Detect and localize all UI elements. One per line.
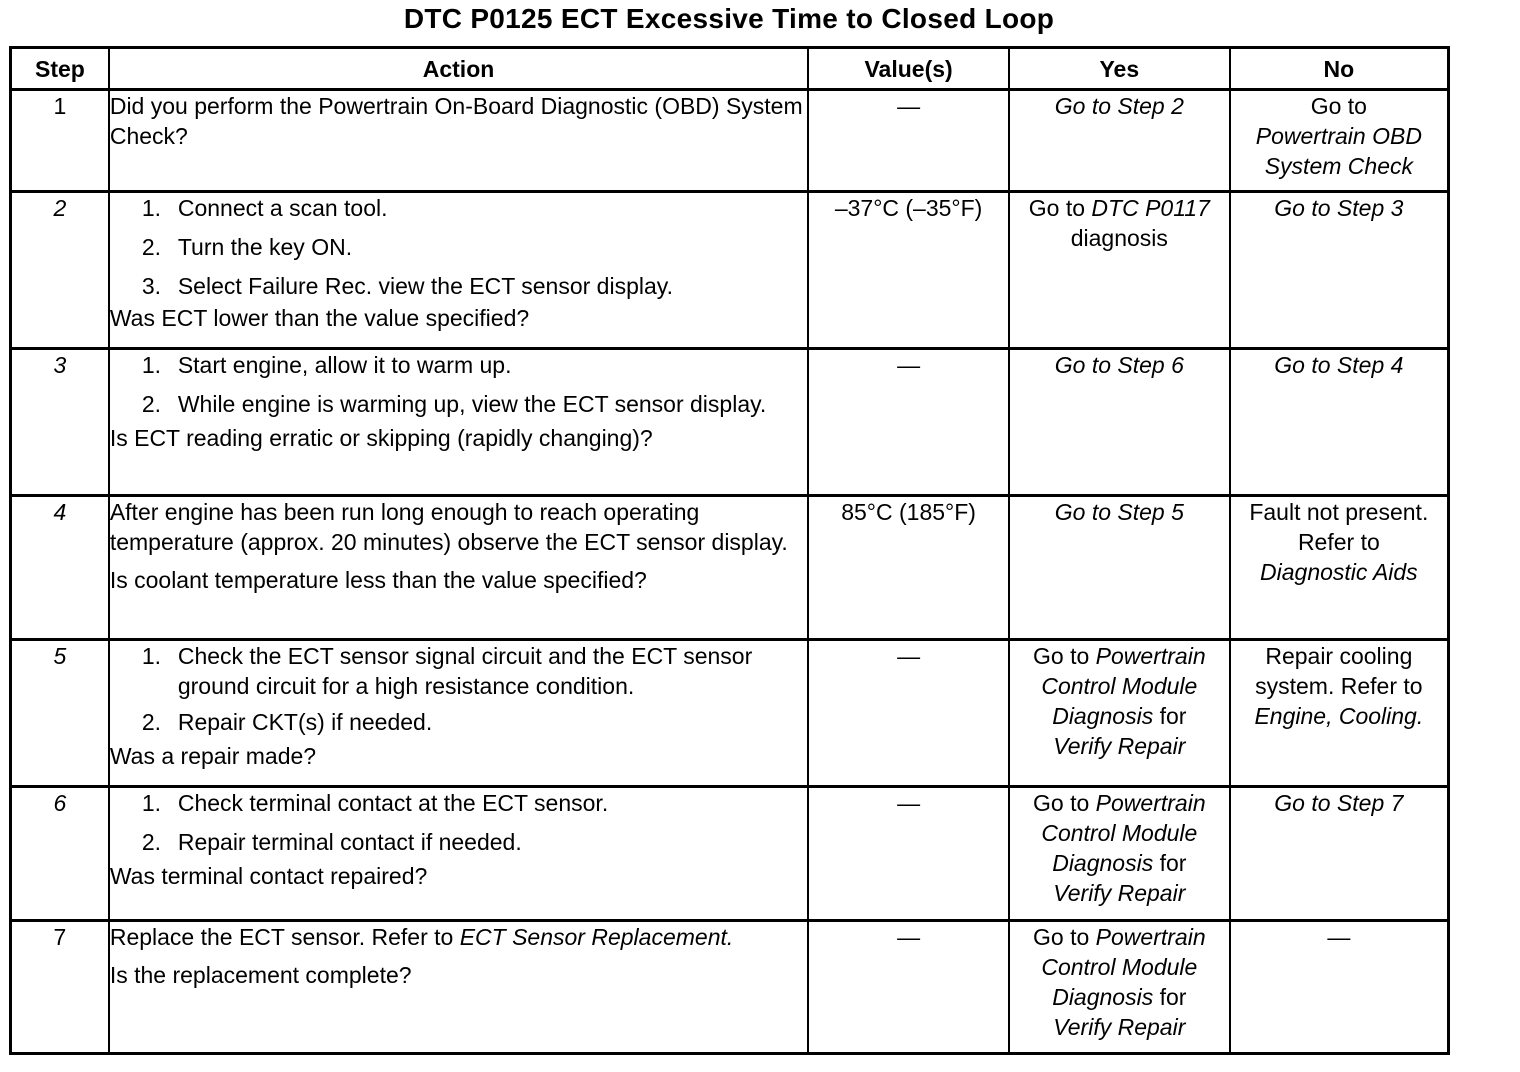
action-step-item: 3. Select Failure Rec. view the ECT sensor display. xyxy=(141,273,673,299)
table-row xyxy=(11,90,1449,192)
no-cell: — xyxy=(1230,921,1449,1054)
no-cell xyxy=(1230,640,1449,787)
no-cell xyxy=(1230,496,1449,640)
value-cell: — xyxy=(808,921,1009,1054)
action-question: Is ECT reading erratic or skipping (rapidly changing)? xyxy=(109,425,653,451)
step-number: 3 xyxy=(11,349,109,496)
action-question: Is coolant temperature less than the value specified? xyxy=(109,567,647,593)
yes-link[interactable]: Powertrain Control Module Diagnosis xyxy=(1041,924,1206,1010)
step-number: 2 xyxy=(11,192,109,349)
action-cell xyxy=(109,90,808,192)
action-question: Was ECT lower than the value specified? xyxy=(109,305,530,331)
no-cell: Go to Step 7 xyxy=(1230,787,1449,921)
yes-cell: Go to Step 2 xyxy=(1009,90,1230,192)
value-cell: –37°C (–35°F) xyxy=(808,192,1009,349)
step-number: 4 xyxy=(11,496,109,640)
yes-cell xyxy=(1009,640,1230,787)
no-cell xyxy=(1230,90,1449,192)
no-link[interactable]: Diagnostic Aids xyxy=(1260,559,1418,585)
no-line-2: Refer to xyxy=(1297,529,1380,555)
step-number: 5 xyxy=(11,640,109,787)
action-cell xyxy=(109,640,808,787)
action-text xyxy=(110,922,807,952)
value-cell: — xyxy=(808,349,1009,496)
header-yes: Yes xyxy=(1009,48,1230,90)
action-text: After engine has been run long enough to reach operating temperature (approx. 20 minutes) observe the ECT sensor display. xyxy=(109,499,788,555)
yes-cell xyxy=(1009,192,1230,349)
yes-prefix: Go to xyxy=(1033,924,1090,950)
action-step-item: 2. Turn the key ON. xyxy=(141,234,353,260)
value-cell: — xyxy=(808,787,1009,921)
no-line-1: Fault not present. xyxy=(1249,499,1429,525)
no-cell: Go to Step 4 xyxy=(1230,349,1449,496)
yes-link-2[interactable]: Verify Repair xyxy=(1053,733,1186,759)
yes-link[interactable]: Powertrain Control Module Diagnosis xyxy=(1041,643,1206,729)
table-row xyxy=(11,787,1449,921)
header-no: No xyxy=(1230,48,1449,90)
value-cell: — xyxy=(808,640,1009,787)
action-step-item: 1. Check terminal contact at the ECT sensor. xyxy=(141,790,609,816)
step-number: 7 xyxy=(11,921,109,1054)
header-value: Value(s) xyxy=(808,48,1009,90)
yes-link-2[interactable]: Verify Repair xyxy=(1053,1014,1186,1040)
action-question: Was terminal contact repaired? xyxy=(109,863,428,889)
action-prefix: Replace the ECT sensor. Refer to xyxy=(109,924,454,950)
action-cell xyxy=(109,496,808,640)
step-number: 1 xyxy=(11,90,109,192)
yes-mid: for xyxy=(1159,850,1187,876)
yes-mid: for xyxy=(1159,984,1187,1010)
value-cell: — xyxy=(808,90,1009,192)
yes-cell xyxy=(1009,787,1230,921)
action-step-item: 1. Connect a scan tool. xyxy=(141,195,388,221)
yes-suffix: diagnosis xyxy=(1070,225,1168,251)
action-question: Is the replacement complete? xyxy=(109,962,412,988)
table-row xyxy=(11,349,1449,496)
action-text: Did you perform the Powertrain On-Board Diagnostic (OBD) System Check? xyxy=(109,93,803,149)
table-row xyxy=(11,496,1449,640)
yes-cell: Go to Step 5 xyxy=(1009,496,1230,640)
yes-link[interactable]: Powertrain Control Module Diagnosis xyxy=(1041,790,1206,876)
table-row xyxy=(11,640,1449,787)
yes-cell: Go to Step 6 xyxy=(1009,349,1230,496)
diagnostic-table xyxy=(9,46,1450,1055)
table-row xyxy=(11,921,1449,1054)
action-step-item: 1. Check the ECT sensor signal circuit and the ECT sensor ground circuit for a high resistance condition. xyxy=(141,643,753,699)
action-step-item: 1. Start engine, allow it to warm up. xyxy=(141,352,512,378)
no-cell: Go to Step 3 xyxy=(1230,192,1449,349)
action-step-item: 2. Repair terminal contact if needed. xyxy=(141,829,522,855)
value-cell: 85°C (185°F) xyxy=(808,496,1009,640)
table-row xyxy=(11,192,1449,349)
header-action: Action xyxy=(109,48,808,90)
no-prefix: Go to xyxy=(1310,93,1367,119)
yes-cell xyxy=(1009,921,1230,1054)
no-text: Repair cooling system. Refer to xyxy=(1255,643,1423,699)
action-cell xyxy=(109,787,808,921)
action-step-item: 2. While engine is warming up, view the ECT sensor display. xyxy=(141,391,767,417)
action-link[interactable]: ECT Sensor Replacement. xyxy=(459,924,734,950)
yes-link[interactable]: DTC P0117 xyxy=(1091,195,1210,221)
step-number: 6 xyxy=(11,787,109,921)
yes-prefix: Go to xyxy=(1033,643,1090,669)
header-row xyxy=(11,48,1449,90)
yes-prefix: Go to xyxy=(1033,790,1090,816)
action-cell xyxy=(109,192,808,349)
no-link[interactable]: Powertrain OBD System Check xyxy=(1255,123,1422,179)
header-step: Step xyxy=(11,48,109,90)
action-question: Was a repair made? xyxy=(109,743,317,769)
action-step-item: 2. Repair CKT(s) if needed. xyxy=(141,709,433,735)
yes-link-2[interactable]: Verify Repair xyxy=(1053,880,1186,906)
page-title: DTC P0125 ECT Excessive Time to Closed Loop xyxy=(403,3,1055,34)
action-cell xyxy=(109,349,808,496)
yes-mid: for xyxy=(1159,703,1187,729)
yes-prefix: Go to xyxy=(1028,195,1086,221)
action-cell xyxy=(109,921,808,1054)
no-link[interactable]: Engine, Cooling. xyxy=(1254,703,1424,729)
